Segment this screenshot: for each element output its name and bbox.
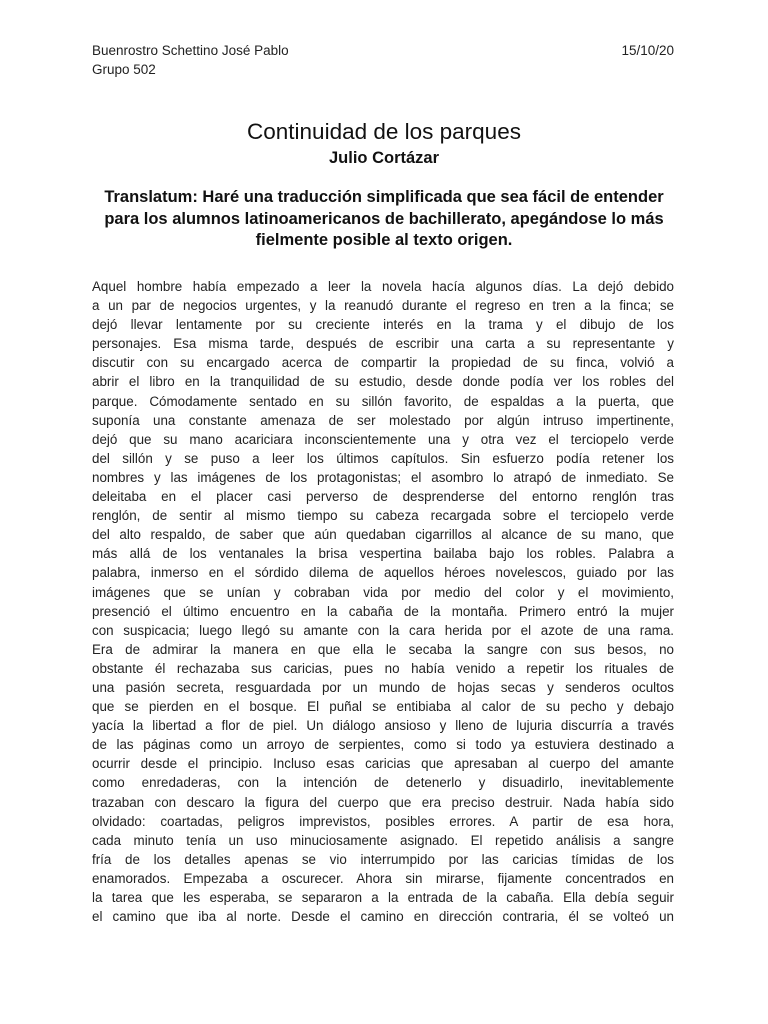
body-line: con suspicacia; luego llegó su amante con la cara herida por el azote de una rama. bbox=[92, 622, 674, 638]
body-line: deleitaba en el placer casi perverso de desprenderse del entorno renglón tras bbox=[92, 489, 674, 505]
body-line: la tarea que les esperaba, se separaron a la entrada de la cabaña. Ella debía seguir bbox=[92, 890, 674, 905]
body-line: discutir con su encargado acerca de compartir la propiedad de su finca, volvió a bbox=[92, 355, 674, 371]
body-line: suponía una constante amenaza de ser molestado por algún intruso impertinente, bbox=[92, 412, 674, 428]
body-line: yacía la libertad a flor de piel. Un diálogo ansioso y lleno de lujuria discurría a través bbox=[92, 718, 674, 734]
body-line: palabra, inmerso en el sórdido dilema de aquellos héroes novelescos, guiado por las bbox=[92, 565, 674, 581]
body-line: dejó que su mano acariciara inconscientemente una y otra vez el terciopelo verde bbox=[92, 431, 674, 447]
document-title: Continuidad de los parques bbox=[247, 119, 521, 144]
body-line: del sillón y se puso a leer los últimos capítulos. Sin esfuerzo podía retener los bbox=[92, 450, 674, 466]
body-line: una pasión secreta, resguardada por un mundo de hojas secas y senderos ocultos bbox=[92, 679, 674, 695]
body-line: a un par de negocios urgentes, y la reanudó durante el regreso en tren a la finca; se bbox=[92, 298, 674, 314]
body-line: personajes. Esa misma tarde, después de escribir una carta a su representante y bbox=[92, 336, 674, 352]
document-author: Julio Cortázar bbox=[328, 149, 440, 167]
group-label: Grupo 502 bbox=[92, 62, 156, 77]
body-line: como enredaderas, con la intención de detenerlo y disuadirlo, inevitablemente bbox=[92, 775, 674, 791]
body-line: Era de admirar la manera en que ella le secaba la sangre con sus besos, no bbox=[92, 641, 674, 657]
body-line: enamorados. Empezaba a oscurecer. Ahora sin mirarse, fijamente concentrados en bbox=[92, 870, 674, 886]
body-line: dejó llevar lentamente por su creciente interés en la trama y el dibujo de los bbox=[92, 317, 674, 333]
body-line: ocurrir desde el principio. Incluso esas caricias que apresaban al cuerpo del amante bbox=[92, 756, 674, 772]
body-line: presenció el último encuentro en la cabaña de la montaña. Primero entró la mujer bbox=[92, 603, 674, 619]
body-line: parque. Cómodamente sentado en su sillón favorito, de espaldas a la puerta, que bbox=[92, 393, 674, 409]
body-line: fría de los detalles apenas se vio interrumpido por las caricias tímidas de los bbox=[92, 851, 674, 867]
body-line: olvidado: coartadas, peligros imprevistos, posibles errores. A partir de esa hora, bbox=[92, 813, 674, 829]
body-line: nombres y las imágenes de los protagonistas; el asombro lo atrapó de inmediato. Se bbox=[92, 469, 674, 485]
body-line: de las páginas como un arroyo de serpientes, como si todo ya estuviera destinado a bbox=[92, 737, 674, 753]
body-text bbox=[92, 277, 674, 926]
body-line: obstante él rechazaba sus caricias, pues no había venido a repetir los rituales de bbox=[92, 660, 674, 676]
body-line: que se pierden en el bosque. El puñal se entibiaba al calor de su pecho y debajo bbox=[92, 699, 674, 715]
body-line: trazaban con descaro la figura del cuerpo que era preciso destruir. Nada había sido bbox=[92, 794, 674, 810]
body-line: renglón, de sentir al mismo tiempo su cabeza recargada sobre el terciopelo verde bbox=[92, 508, 674, 524]
body-line: más allá de los ventanales la brisa vespertina bailaba bajo los robles. Palabra a bbox=[92, 546, 674, 562]
body-line: imágenes que se unían y cobraban vida por medio del color y el movimiento, bbox=[92, 584, 674, 600]
body-line: cada minuto tenía un uso minuciosamente asignado. El repetido análisis a sangre bbox=[92, 832, 674, 848]
body-line: el camino que iba al norte. Desde el camino en dirección contraria, él se volteó un bbox=[92, 909, 674, 925]
student-name: Buenrostro Schettino José Pablo bbox=[92, 43, 289, 58]
body-line: abrir el libro en la tranquilidad de su estudio, desde donde podía ver los robles del bbox=[92, 374, 674, 390]
body-line: del alto respaldo, de saber que aún quedaban cigarrillos al alcance de su mano, que bbox=[92, 527, 674, 543]
header-date: 15/10/20 bbox=[621, 43, 674, 58]
body-line: Aquel hombre había empezado a leer la novela hacía algunos días. La dejó debido bbox=[92, 279, 674, 294]
translatum-note: Translatum: Haré una traducción simplificada que sea fácil de entender para los alumnos latinoamericanos de bachillerato, apegándose lo más fielmente posible al texto origen. bbox=[104, 188, 664, 249]
header-left bbox=[92, 41, 289, 79]
